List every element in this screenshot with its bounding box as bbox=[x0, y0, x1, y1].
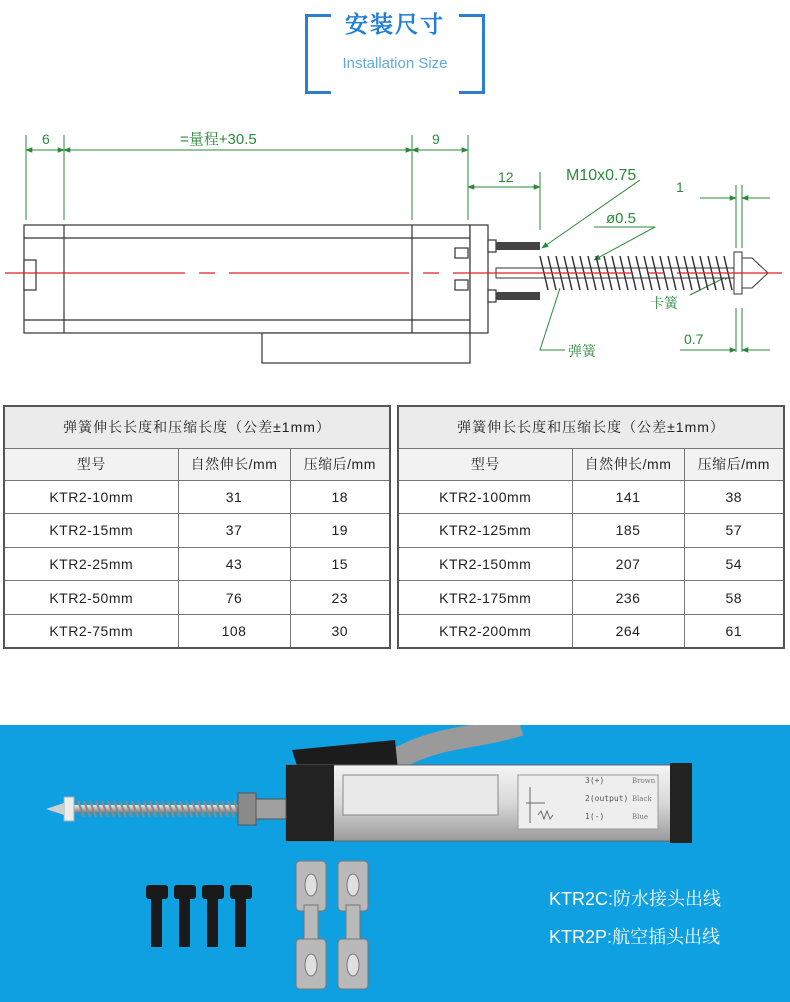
socket-screws bbox=[146, 885, 252, 947]
clip-label: 卡簧 bbox=[650, 295, 678, 311]
housing-end-left bbox=[286, 765, 334, 841]
dim-text-9: 9 bbox=[432, 131, 440, 147]
cell-model: KTR2-75mm bbox=[4, 614, 178, 648]
table-row bbox=[398, 581, 784, 615]
column-header-compressed: 压缩后/mm bbox=[684, 448, 784, 480]
cell-natural: 185 bbox=[572, 514, 684, 548]
table-row bbox=[398, 614, 784, 648]
dim-text-12: 12 bbox=[498, 169, 514, 185]
cell-model: KTR2-100mm bbox=[398, 480, 572, 514]
column-header-natural: 自然伸长/mm bbox=[572, 448, 684, 480]
leader-dia bbox=[594, 227, 655, 260]
spring-table-right bbox=[397, 405, 785, 649]
sensor-body-outline bbox=[24, 225, 496, 363]
section-header bbox=[305, 10, 485, 96]
column-header-natural: 自然伸长/mm bbox=[178, 448, 290, 480]
mount-brackets bbox=[296, 861, 368, 989]
cell-compressed: 18 bbox=[290, 480, 390, 514]
table-row bbox=[398, 547, 784, 581]
cell-compressed: 54 bbox=[684, 547, 784, 581]
table-caption: 弹簧伸长长度和压缩长度（公差±1mm） bbox=[398, 406, 784, 448]
cell-compressed: 30 bbox=[290, 614, 390, 648]
wire-pin-3: 3(+) bbox=[585, 776, 605, 785]
table-caption: 弹簧伸长长度和压缩长度（公差±1mm） bbox=[4, 406, 390, 448]
header-subtitle: Installation Size bbox=[342, 55, 448, 72]
cell-model: KTR2-15mm bbox=[4, 514, 178, 548]
cell-compressed: 57 bbox=[684, 514, 784, 548]
cell-natural: 43 bbox=[178, 547, 290, 581]
cell-compressed: 38 bbox=[684, 480, 784, 514]
thread-text: M10x0.75 bbox=[566, 167, 637, 184]
table-row bbox=[4, 614, 390, 648]
cell-natural: 31 bbox=[178, 480, 290, 514]
dia-text: ø0.5 bbox=[606, 210, 637, 227]
product-panel bbox=[0, 725, 790, 1002]
dim-text-1: 1 bbox=[676, 179, 684, 195]
caption-ktr2c: KTR2C:防水接头出线 bbox=[549, 889, 722, 909]
cell-compressed: 61 bbox=[684, 614, 784, 648]
cell-natural: 236 bbox=[572, 581, 684, 615]
cell-compressed: 58 bbox=[684, 581, 784, 615]
cell-model: KTR2-175mm bbox=[398, 581, 572, 615]
cell-model: KTR2-125mm bbox=[398, 514, 572, 548]
rod-tip-washer bbox=[64, 797, 74, 821]
caption-ktr2p: KTR2P:航空插头出线 bbox=[549, 927, 721, 947]
wire-color-brown: Brown bbox=[632, 777, 656, 785]
leader-spring bbox=[540, 288, 565, 350]
cell-model: KTR2-150mm bbox=[398, 547, 572, 581]
rod-tip bbox=[46, 803, 64, 815]
cell-natural: 207 bbox=[572, 547, 684, 581]
hex-nut bbox=[238, 793, 256, 825]
spring-label: 弹簧 bbox=[568, 343, 596, 359]
dim-text-07: 0.7 bbox=[684, 331, 704, 347]
column-header-model: 型号 bbox=[398, 448, 572, 480]
spring-table-left bbox=[3, 405, 391, 649]
wire-pin-2: 2(output) bbox=[585, 794, 629, 803]
cell-natural: 76 bbox=[178, 581, 290, 615]
wire-pin-1: 1(-) bbox=[585, 812, 605, 821]
cell-model: KTR2-50mm bbox=[4, 581, 178, 615]
cable bbox=[395, 725, 520, 760]
header-bracket-left bbox=[305, 14, 331, 94]
wire-color-black: Black bbox=[632, 795, 652, 803]
table-row bbox=[4, 581, 390, 615]
table-row bbox=[4, 480, 390, 514]
table-row bbox=[398, 480, 784, 514]
table-row bbox=[4, 547, 390, 581]
cell-model: KTR2-10mm bbox=[4, 480, 178, 514]
product-illustration bbox=[0, 725, 790, 1002]
header-title: 安装尺寸 bbox=[332, 10, 458, 40]
cell-model: KTR2-200mm bbox=[398, 614, 572, 648]
dim-text-main: =量程+30.5 bbox=[180, 131, 257, 148]
cell-compressed: 15 bbox=[290, 547, 390, 581]
table-row bbox=[398, 514, 784, 548]
dim-text-6: 6 bbox=[42, 131, 50, 147]
cell-natural: 37 bbox=[178, 514, 290, 548]
thread-sleeve bbox=[256, 799, 286, 819]
column-header-model: 型号 bbox=[4, 448, 178, 480]
cell-natural: 264 bbox=[572, 614, 684, 648]
table-row bbox=[4, 514, 390, 548]
cell-natural: 141 bbox=[572, 480, 684, 514]
installation-drawing bbox=[0, 120, 790, 380]
cell-model: KTR2-25mm bbox=[4, 547, 178, 581]
product-label bbox=[343, 775, 498, 815]
cell-compressed: 23 bbox=[290, 581, 390, 615]
header-bracket-right bbox=[459, 14, 485, 94]
cell-compressed: 19 bbox=[290, 514, 390, 548]
cell-natural: 108 bbox=[178, 614, 290, 648]
column-header-compressed: 压缩后/mm bbox=[290, 448, 390, 480]
housing-end-right bbox=[670, 763, 692, 843]
wire-color-blue: Blue bbox=[632, 813, 649, 821]
